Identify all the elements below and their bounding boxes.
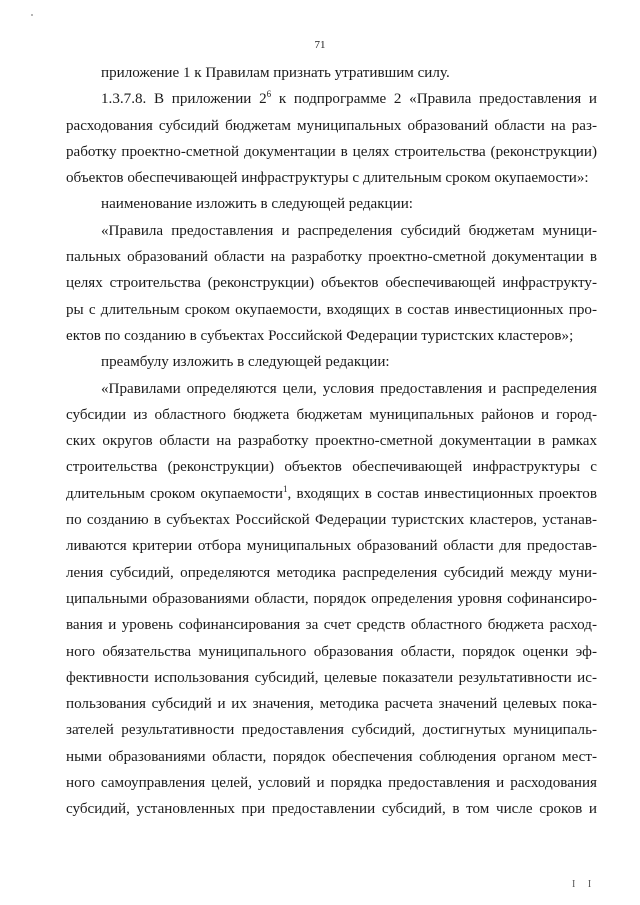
document-body (66, 60, 597, 823)
text-line (66, 86, 597, 112)
text-line-segment: к подпрограмме 2 «Правила предоставления и (271, 91, 597, 108)
text-line: преамбулу изложить в следующей редакции: (101, 354, 390, 371)
text-line: фективности использования субсидий, целевые показатели результативности ис- (66, 669, 597, 686)
text-line: ного обязательства муниципального образования области, порядок оценки эф- (66, 643, 597, 660)
footnote-marker: 6 (266, 89, 272, 100)
text-line: объектов обеспечивающей инфраструктуры с длительным сроком окупаемости»: (66, 170, 589, 187)
text-line-segment: 1.3.7.8. В приложении 2 (101, 91, 267, 108)
text-line: работку проектно-сметной документации в целях строительства (реконструкции) (66, 143, 597, 160)
text-line: «Правилами определяются цели, условия предоставления и распределения (101, 380, 597, 397)
text-line: ектов по созданию в субъектах Российской Федерации туристских кластеров»; (66, 327, 574, 344)
bottom-margin-mark: I I (572, 879, 597, 890)
text-line: ного самоуправления целей, условий и порядка предоставления и расходования (66, 775, 597, 792)
text-line: строительства (реконструкции) объектов обеспечивающей инфраструктуры с (66, 459, 597, 476)
text-line: пальных образований области на разработку проектно-сметной документации в (66, 249, 597, 266)
text-line: ры с длительным сроком окупаемости, входящих в состав инвестиционных про- (66, 301, 597, 318)
text-line: ными образованиями области, порядок обеспечения соблюдения органом мест- (66, 748, 597, 765)
text-line: ливаются критерии отбора муниципальных образований области для предостав- (66, 538, 597, 555)
text-line: зателей результативности предоставления субсидий, достигнутых муниципаль- (66, 722, 597, 739)
text-line: «Правила предоставления и распределения субсидий бюджетам муници- (101, 222, 597, 239)
text-line: ления субсидий, определяются методика распределения субсидий между муни- (66, 564, 597, 581)
scan-dot (31, 14, 33, 16)
text-line: ципальными образованиями области, порядок определения уровня софинансиро- (66, 590, 597, 607)
text-line-segment: длительным сроком окупаемости (66, 485, 283, 502)
text-line: пользования субсидий и их значения, методика расчета значений целевых пока- (66, 696, 597, 713)
text-line (66, 481, 597, 507)
page-number: 71 (314, 39, 326, 51)
text-line: расходования субсидий бюджетам муниципальных образований области на раз- (66, 117, 597, 134)
text-line: наименование изложить в следующей редакции: (101, 196, 413, 213)
text-line: субсидий, установленных при предоставлении субсидий, в том числе сроков и (66, 801, 597, 818)
text-line: по созданию в субъектах Российской Федерации туристских кластеров, устанав- (66, 512, 597, 529)
text-line: приложение 1 к Правилам признать утратившим силу. (101, 65, 450, 81)
text-line-segment: , входящих в состав инвестиционных проектов (287, 485, 597, 502)
text-line: ских округов области на разработку проектно-сметной документации в рамках (66, 433, 597, 450)
text-line: вания и уровень софинансирования за счет средств областного бюджета расход- (66, 617, 597, 634)
text-line: целях строительства (реконструкции) объектов обеспечивающей инфраструкту- (66, 275, 597, 292)
text-line: субсидии из областного бюджета бюджетам муниципальных районов и город- (66, 406, 597, 423)
footnote-marker: 1 (282, 483, 288, 494)
